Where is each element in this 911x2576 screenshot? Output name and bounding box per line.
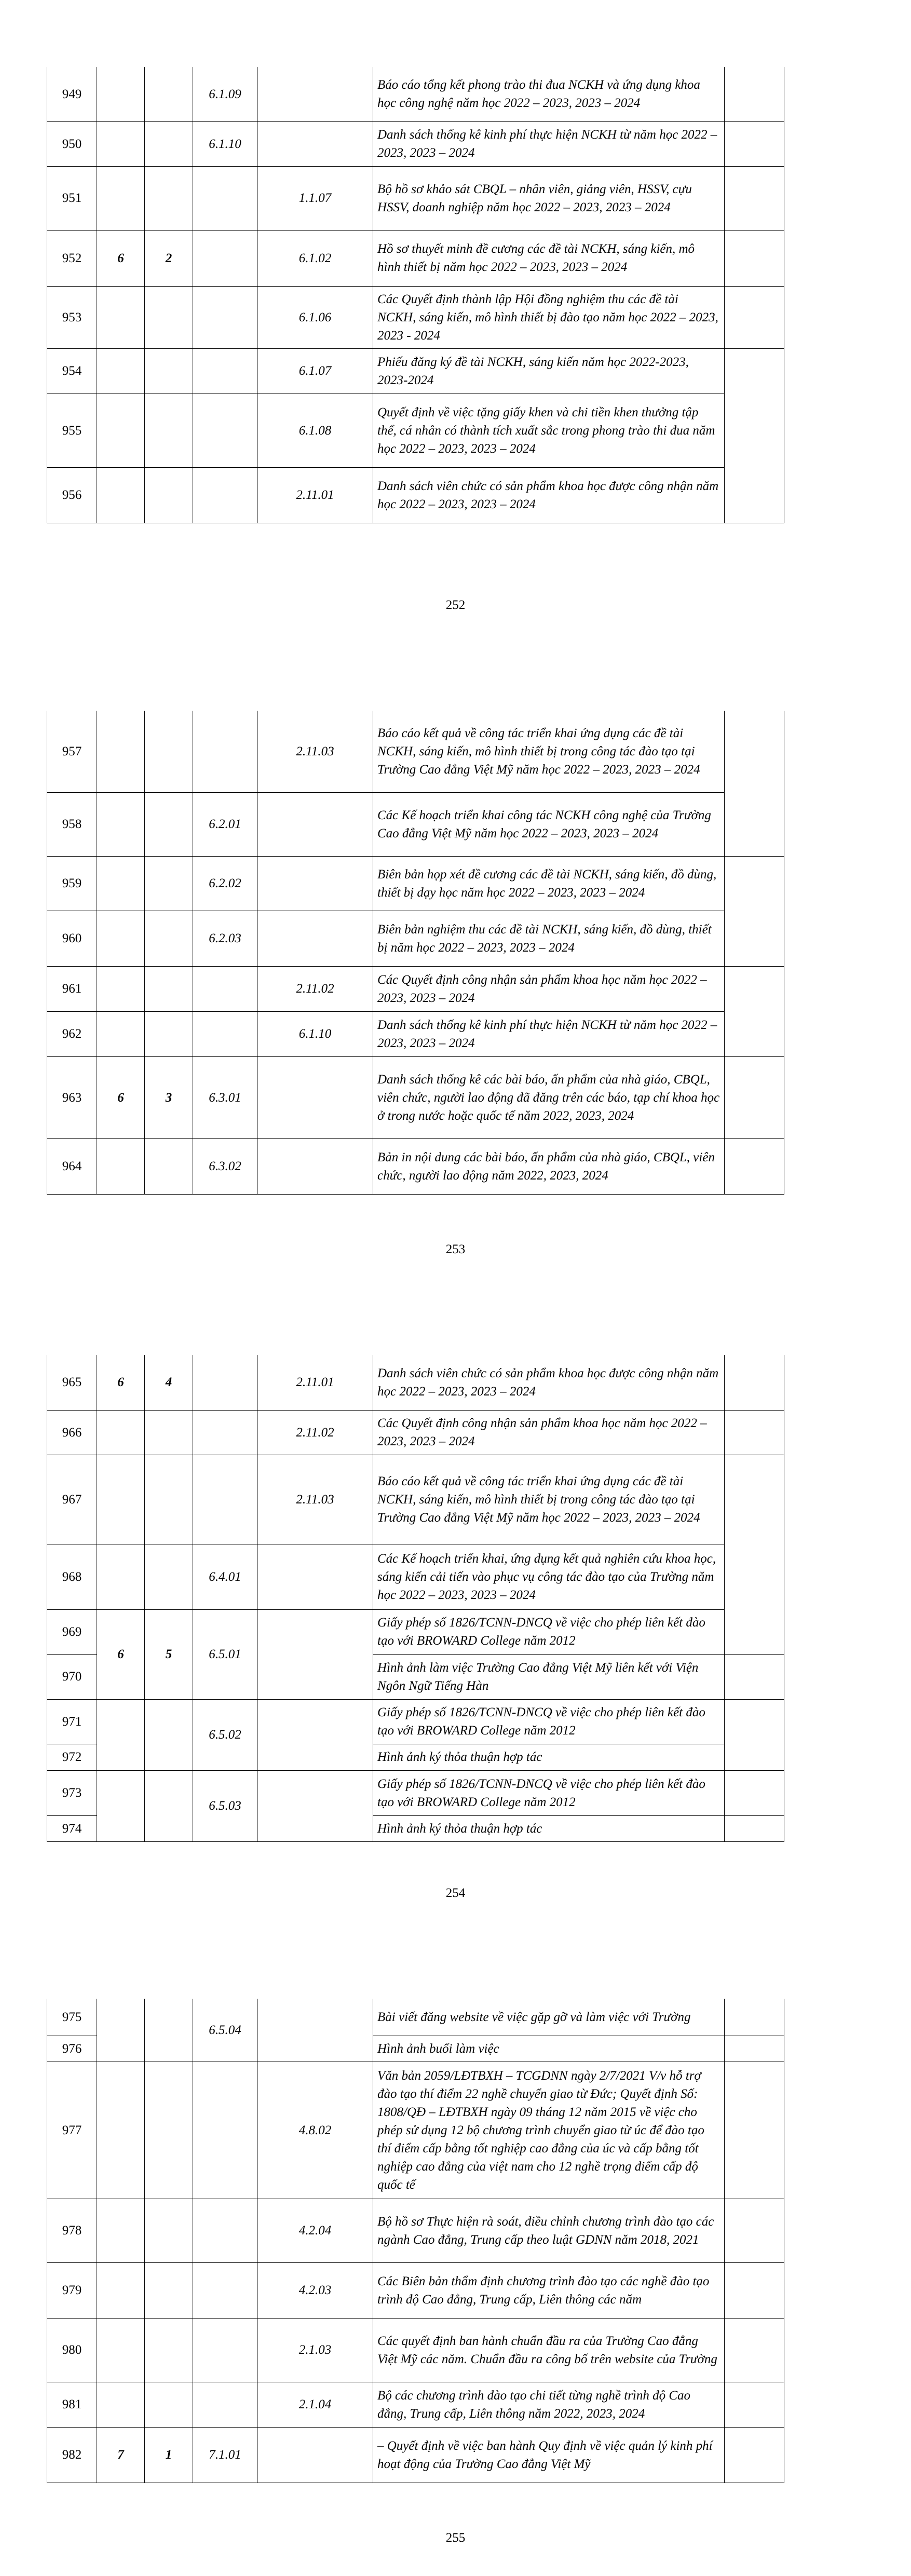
table-row xyxy=(47,467,784,523)
evidence-code-cell xyxy=(193,2199,257,2262)
evidence-description: Hình ảnh làm việc Trường Cao đẳng Việt Mỹ liên kết với Viện Ngôn Ngữ Tiếng Hàn xyxy=(373,1654,725,1699)
evidence-description: Bản in nội dung các bài báo, ấn phẩm của nhà giáo, CBQL, viên chức, người lao động năm 2022, 2023, 2024 xyxy=(373,1138,725,1194)
shared-evidence-code-cell: 2.11.02 xyxy=(257,966,373,1011)
table-row xyxy=(47,2427,784,2483)
standard-cell xyxy=(97,467,145,523)
evidence-description: Hình ảnh buổi làm việc xyxy=(373,2036,725,2062)
standard-cell xyxy=(97,2382,145,2427)
note-cell xyxy=(725,2036,784,2062)
table-row xyxy=(47,711,784,792)
criterion-cell xyxy=(145,394,193,467)
evidence-table-page-255 xyxy=(47,1999,784,2483)
standard-cell: 6 xyxy=(97,1355,145,1410)
note-cell xyxy=(725,286,784,348)
criterion-cell xyxy=(145,1544,193,1609)
criterion-cell: 2 xyxy=(145,230,193,286)
note-cell xyxy=(725,2062,784,2199)
evidence-description: – Quyết định về việc ban hành Quy định về việc quản lý kinh phí hoạt động của Trường Cao đẳng Việt Mỹ xyxy=(373,2427,725,2483)
standard-cell xyxy=(97,2318,145,2382)
evidence-description: Các Quyết định thành lập Hội đồng nghiệm thu các đề tài NCKH, sáng kiến, mô hình thiết bị đào tạo năm học 2022 – 2023, 2023 - 2024 xyxy=(373,286,725,348)
standard-cell xyxy=(97,1011,145,1056)
evidence-description: Danh sách thống kê kinh phí thực hiện NCKH từ năm học 2022 – 2023, 2023 – 2024 xyxy=(373,121,725,166)
shared-evidence-code-cell: 6.1.06 xyxy=(257,286,373,348)
table-row xyxy=(47,2318,784,2382)
criterion-cell xyxy=(145,467,193,523)
row-number: 973 xyxy=(47,1770,97,1815)
row-number: 978 xyxy=(47,2199,97,2262)
shared-evidence-code-cell: 4.2.04 xyxy=(257,2199,373,2262)
criterion-cell: 1 xyxy=(145,2427,193,2483)
row-number: 982 xyxy=(47,2427,97,2483)
standard-cell xyxy=(97,1455,145,1544)
note-cell xyxy=(725,166,784,230)
page-number: 254 xyxy=(445,1886,466,1900)
evidence-code-cell xyxy=(193,1355,257,1410)
row-number: 966 xyxy=(47,1410,97,1455)
evidence-description: Danh sách viên chức có sản phẩm khoa học được công nhận năm học 2022 – 2023, 2023 – 2024 xyxy=(373,1355,725,1410)
shared-evidence-code-cell xyxy=(257,1999,373,2062)
row-number: 961 xyxy=(47,966,97,1011)
standard-cell xyxy=(97,67,145,121)
row-number: 951 xyxy=(47,166,97,230)
shared-evidence-code-cell: 6.1.02 xyxy=(257,230,373,286)
shared-evidence-code-cell: 1.1.07 xyxy=(257,166,373,230)
row-number: 975 xyxy=(47,1999,97,2036)
criterion-cell xyxy=(145,348,193,394)
shared-evidence-code-cell: 2.1.03 xyxy=(257,2318,373,2382)
evidence-code-cell: 6.4.01 xyxy=(193,1544,257,1609)
row-number: 953 xyxy=(47,286,97,348)
note-cell xyxy=(725,1138,784,1194)
criterion-cell xyxy=(145,1455,193,1544)
shared-evidence-code-cell: 6.1.07 xyxy=(257,348,373,394)
evidence-code-cell xyxy=(193,1011,257,1056)
shared-evidence-code-cell xyxy=(257,856,373,911)
criterion-cell xyxy=(145,2062,193,2199)
evidence-code-cell: 6.5.01 xyxy=(193,1609,257,1699)
shared-evidence-code-cell: 2.1.04 xyxy=(257,2382,373,2427)
table-row xyxy=(47,1770,784,1815)
evidence-description: Các Quyết định công nhận sản phẩm khoa học năm học 2022 – 2023, 2023 – 2024 xyxy=(373,1410,725,1455)
page-number: 255 xyxy=(445,2531,466,2545)
standard-cell xyxy=(97,792,145,856)
evidence-code-cell xyxy=(193,230,257,286)
evidence-code-cell: 6.1.09 xyxy=(193,67,257,121)
shared-evidence-code-cell xyxy=(257,121,373,166)
standard-cell xyxy=(97,2062,145,2199)
evidence-code-cell: 6.2.02 xyxy=(193,856,257,911)
note-cell xyxy=(725,711,784,856)
row-number: 952 xyxy=(47,230,97,286)
note-cell xyxy=(725,67,784,121)
row-number: 954 xyxy=(47,348,97,394)
evidence-description: Phiếu đăng ký đề tài NCKH, sáng kiến năm học 2022-2023, 2023-2024 xyxy=(373,348,725,394)
shared-evidence-code-cell xyxy=(257,1056,373,1138)
row-number: 957 xyxy=(47,711,97,792)
criterion-cell xyxy=(145,911,193,966)
evidence-description: Giấy phép số 1826/TCNN-DNCQ về việc cho phép liên kết đào tạo với BROWARD College năm 2012 xyxy=(373,1609,725,1654)
evidence-code-cell xyxy=(193,2062,257,2199)
evidence-code-cell xyxy=(193,394,257,467)
criterion-cell xyxy=(145,966,193,1011)
evidence-code-cell: 7.1.01 xyxy=(193,2427,257,2483)
evidence-code-cell xyxy=(193,166,257,230)
table-row xyxy=(47,966,784,1011)
note-cell xyxy=(725,121,784,166)
evidence-description: Báo cáo kết quả về công tác triển khai ứng dụng các đề tài NCKH, sáng kiến, mô hình thiết bị trong công tác đào tạo tại Trường Cao đẳng Việt Mỹ năm học 2022 – 2023, 2023 – 2024 xyxy=(373,711,725,792)
row-number: 971 xyxy=(47,1699,97,1744)
criterion-cell xyxy=(145,792,193,856)
evidence-description: Quyết định về việc tặng giấy khen và chi tiền khen thưởng tập thể, cá nhân có thành tích xuất sắc trong phong trào thi đua năm học 2022 – 2023, 2023 – 2024 xyxy=(373,394,725,467)
shared-evidence-code-cell xyxy=(257,1138,373,1194)
evidence-description: Hình ảnh ký thỏa thuận hợp tác xyxy=(373,1744,725,1770)
table-row xyxy=(47,2262,784,2318)
evidence-table-page-252 xyxy=(47,67,784,523)
shared-evidence-code-cell: 2.11.03 xyxy=(257,1455,373,1544)
table-row xyxy=(47,1011,784,1056)
shared-evidence-code-cell: 4.2.03 xyxy=(257,2262,373,2318)
shared-evidence-code-cell xyxy=(257,2427,373,2483)
criterion-cell: 4 xyxy=(145,1355,193,1410)
table-row xyxy=(47,121,784,166)
standard-cell: 6 xyxy=(97,1056,145,1138)
row-number: 960 xyxy=(47,911,97,966)
note-cell xyxy=(725,1770,784,1815)
evidence-code-cell: 6.2.03 xyxy=(193,911,257,966)
shared-evidence-code-cell: 4.8.02 xyxy=(257,2062,373,2199)
table-row xyxy=(47,1544,784,1609)
standard-cell xyxy=(97,348,145,394)
evidence-code-cell xyxy=(193,2318,257,2382)
evidence-description: Giấy phép số 1826/TCNN-DNCQ về việc cho phép liên kết đào tạo với BROWARD College năm 2012 xyxy=(373,1770,725,1815)
standard-cell xyxy=(97,121,145,166)
standard-cell: 6 xyxy=(97,230,145,286)
shared-evidence-code-cell: 6.1.10 xyxy=(257,1011,373,1056)
standard-cell: 6 xyxy=(97,1609,145,1699)
table-row xyxy=(47,1056,784,1138)
standard-cell xyxy=(97,166,145,230)
shared-evidence-code-cell xyxy=(257,1699,373,1770)
evidence-description: Hồ sơ thuyết minh đề cương các đề tài NCKH, sáng kiến, mô hình thiết bị năm học 2022 – 2023, 2023 – 2024 xyxy=(373,230,725,286)
table-row xyxy=(47,856,784,911)
evidence-code-cell: 6.1.10 xyxy=(193,121,257,166)
row-number: 972 xyxy=(47,1744,97,1770)
shared-evidence-code-cell xyxy=(257,911,373,966)
note-cell xyxy=(725,2262,784,2318)
table-row xyxy=(47,911,784,966)
evidence-description: Văn bản 2059/LĐTBXH – TCGDNN ngày 2/7/2021 V/v hỗ trợ đào tạo thí điểm 22 nghề chuyển giao từ Đức; Quyết định Số: 1808/QĐ – LĐTBXH ngày 09 tháng 12 năm 2015 về việc cho phép sử dụng 12 bộ chương trình chuyển giao từ úc để đào tạo thí điểm cấp bằng tốt nghiệp cao đẳng của úc và cấp bằng tốt nghiệp cao đẳng của việt nam cho 12 nghề trọng điểm cấp độ quốc tế xyxy=(373,2062,725,2199)
row-number: 962 xyxy=(47,1011,97,1056)
standard-cell xyxy=(97,286,145,348)
row-number: 958 xyxy=(47,792,97,856)
table-row xyxy=(47,1138,784,1194)
criterion-cell xyxy=(145,2199,193,2262)
evidence-description: Các Kế hoạch triển khai công tác NCKH công nghệ của Trường Cao đẳng Việt Mỹ năm học 2022 – 2023, 2023 – 2024 xyxy=(373,792,725,856)
note-cell xyxy=(725,856,784,966)
table-row xyxy=(47,394,784,467)
table-row xyxy=(47,792,784,856)
standard-cell xyxy=(97,711,145,792)
standard-cell xyxy=(97,1770,145,1841)
criterion-cell xyxy=(145,166,193,230)
evidence-description: Giấy phép số 1826/TCNN-DNCQ về việc cho phép liên kết đào tạo với BROWARD College năm 2012 xyxy=(373,1699,725,1744)
criterion-cell xyxy=(145,2262,193,2318)
standard-cell xyxy=(97,2199,145,2262)
evidence-description: Bộ các chương trình đào tạo chi tiết từng nghề trình độ Cao đẳng, Trung cấp, Liên thông năm 2022, 2023, 2024 xyxy=(373,2382,725,2427)
evidence-code-cell xyxy=(193,2382,257,2427)
note-cell xyxy=(725,1355,784,1410)
evidence-description: Báo cáo tổng kết phong trào thi đua NCKH và ứng dụng khoa học công nghệ năm học 2022 – 2023, 2023 – 2024 xyxy=(373,67,725,121)
evidence-description: Bài viết đăng website về việc gặp gỡ và làm việc với Trường xyxy=(373,1999,725,2036)
standard-cell: 7 xyxy=(97,2427,145,2483)
note-cell xyxy=(725,1815,784,1841)
shared-evidence-code-cell xyxy=(257,792,373,856)
standard-cell xyxy=(97,856,145,911)
note-cell xyxy=(725,1699,784,1770)
shared-evidence-code-cell: 2.11.03 xyxy=(257,711,373,792)
criterion-cell xyxy=(145,1138,193,1194)
table-row xyxy=(47,1609,784,1654)
evidence-code-cell: 6.2.01 xyxy=(193,792,257,856)
shared-evidence-code-cell: 2.11.01 xyxy=(257,1355,373,1410)
shared-evidence-code-cell: 2.11.01 xyxy=(257,467,373,523)
table-row xyxy=(47,348,784,394)
evidence-code-cell xyxy=(193,348,257,394)
note-cell xyxy=(725,1410,784,1455)
criterion-cell: 3 xyxy=(145,1056,193,1138)
evidence-description: Các quyết định ban hành chuẩn đầu ra của Trường Cao đẳng Việt Mỹ các năm. Chuẩn đầu ra công bố trên website của Trường xyxy=(373,2318,725,2382)
criterion-cell xyxy=(145,67,193,121)
row-number: 977 xyxy=(47,2062,97,2199)
table-row xyxy=(47,1999,784,2036)
criterion-cell xyxy=(145,711,193,792)
note-cell xyxy=(725,1999,784,2036)
criterion-cell xyxy=(145,1999,193,2062)
row-number: 974 xyxy=(47,1815,97,1841)
standard-cell xyxy=(97,911,145,966)
evidence-description: Danh sách thống kê các bài báo, ấn phẩm của nhà giáo, CBQL, viên chức, người lao động đã đăng trên các báo, tạp chí khoa học ở trong nước hoặc quốc tế năm 2022, 2023, 2024 xyxy=(373,1056,725,1138)
evidence-description: Các Quyết định công nhận sản phẩm khoa học năm học 2022 – 2023, 2023 – 2024 xyxy=(373,966,725,1011)
evidence-description: Biên bản nghiệm thu các đề tài NCKH, sáng kiến, đồ dùng, thiết bị năm học 2022 – 2023, 2023 – 2024 xyxy=(373,911,725,966)
shared-evidence-code-cell: 6.1.08 xyxy=(257,394,373,467)
table-row xyxy=(47,2062,784,2199)
evidence-description: Báo cáo kết quả về công tác triển khai ứng dụng các đề tài NCKH, sáng kiến, mô hình thiết bị trong công tác đào tạo tại Trường Cao đẳng Việt Mỹ năm học 2022 – 2023, 2023 – 2024 xyxy=(373,1455,725,1544)
shared-evidence-code-cell xyxy=(257,67,373,121)
standard-cell xyxy=(97,1699,145,1770)
standard-cell xyxy=(97,1544,145,1609)
table-row xyxy=(47,1410,784,1455)
note-cell xyxy=(725,966,784,1056)
evidence-description: Biên bản họp xét đề cương các đề tài NCKH, sáng kiến, đồ dùng, thiết bị dạy học năm học 2022 – 2023, 2023 – 2024 xyxy=(373,856,725,911)
row-number: 959 xyxy=(47,856,97,911)
shared-evidence-code-cell xyxy=(257,1544,373,1609)
criterion-cell xyxy=(145,286,193,348)
criterion-cell xyxy=(145,1770,193,1841)
row-number: 963 xyxy=(47,1056,97,1138)
evidence-code-cell: 6.5.02 xyxy=(193,1699,257,1770)
criterion-cell xyxy=(145,2382,193,2427)
row-number: 970 xyxy=(47,1654,97,1699)
evidence-description: Các Kế hoạch triển khai, ứng dụng kết quả nghiên cứu khoa học, sáng kiến cải tiến vào phục vụ công tác đào tạo của Trường năm học 2022 – 2023, 2023 – 2024 xyxy=(373,1544,725,1609)
evidence-code-cell: 6.5.03 xyxy=(193,1770,257,1841)
note-cell xyxy=(725,1654,784,1699)
row-number: 964 xyxy=(47,1138,97,1194)
evidence-table-page-253 xyxy=(47,711,784,1195)
row-number: 965 xyxy=(47,1355,97,1410)
evidence-code-cell: 6.3.01 xyxy=(193,1056,257,1138)
note-cell xyxy=(725,2199,784,2262)
standard-cell xyxy=(97,1410,145,1455)
evidence-code-cell xyxy=(193,286,257,348)
table-row xyxy=(47,67,784,121)
page-number: 253 xyxy=(445,1242,466,1256)
row-number: 949 xyxy=(47,67,97,121)
table-row xyxy=(47,1455,784,1544)
criterion-cell xyxy=(145,1410,193,1455)
evidence-description: Các Biên bản thẩm định chương trình đào tạo các nghề đào tạo trình độ Cao đẳng, Trung cấp, Liên thông các năm xyxy=(373,2262,725,2318)
row-number: 950 xyxy=(47,121,97,166)
criterion-cell xyxy=(145,856,193,911)
criterion-cell xyxy=(145,1699,193,1770)
row-number: 955 xyxy=(47,394,97,467)
standard-cell xyxy=(97,966,145,1011)
standard-cell xyxy=(97,1138,145,1194)
evidence-code-cell xyxy=(193,1410,257,1455)
evidence-table-page-254 xyxy=(47,1355,784,1842)
standard-cell xyxy=(97,2262,145,2318)
evidence-description: Danh sách thống kê kinh phí thực hiện NCKH từ năm học 2022 – 2023, 2023 – 2024 xyxy=(373,1011,725,1056)
row-number: 968 xyxy=(47,1544,97,1609)
note-cell xyxy=(725,2318,784,2382)
note-cell xyxy=(725,2382,784,2427)
note-cell xyxy=(725,230,784,286)
evidence-description: Hình ảnh ký thỏa thuận hợp tác xyxy=(373,1815,725,1841)
criterion-cell xyxy=(145,121,193,166)
page-number: 252 xyxy=(445,598,466,612)
table-row xyxy=(47,1699,784,1744)
standard-cell xyxy=(97,394,145,467)
criterion-cell xyxy=(145,1011,193,1056)
table-row xyxy=(47,1355,784,1410)
criterion-cell xyxy=(145,2318,193,2382)
evidence-code-cell xyxy=(193,2262,257,2318)
shared-evidence-code-cell xyxy=(257,1770,373,1841)
row-number: 976 xyxy=(47,2036,97,2062)
note-cell xyxy=(725,1455,784,1654)
table-row xyxy=(47,2199,784,2262)
table-row xyxy=(47,2382,784,2427)
row-number: 969 xyxy=(47,1609,97,1654)
evidence-code-cell xyxy=(193,711,257,792)
evidence-code-cell xyxy=(193,467,257,523)
table-row xyxy=(47,286,784,348)
evidence-description: Bộ hồ sơ khảo sát CBQL – nhân viên, giảng viên, HSSV, cựu HSSV, doanh nghiệp năm học 2022 – 2023, 2023 – 2024 xyxy=(373,166,725,230)
evidence-code-cell xyxy=(193,966,257,1011)
evidence-description: Danh sách viên chức có sản phẩm khoa học được công nhận năm học 2022 – 2023, 2023 – 2024 xyxy=(373,467,725,523)
shared-evidence-code-cell: 2.11.02 xyxy=(257,1410,373,1455)
table-row xyxy=(47,166,784,230)
evidence-code-cell xyxy=(193,1455,257,1544)
note-cell xyxy=(725,348,784,523)
row-number: 979 xyxy=(47,2262,97,2318)
row-number: 967 xyxy=(47,1455,97,1544)
evidence-description: Bộ hồ sơ Thực hiện rà soát, điều chỉnh chương trình đào tạo các ngành Cao đẳng, Trung cấp theo luật GDNN năm 2018, 2021 xyxy=(373,2199,725,2262)
shared-evidence-code-cell xyxy=(257,1609,373,1699)
row-number: 956 xyxy=(47,467,97,523)
standard-cell xyxy=(97,1999,145,2062)
table-row xyxy=(47,230,784,286)
row-number: 980 xyxy=(47,2318,97,2382)
criterion-cell: 5 xyxy=(145,1609,193,1699)
note-cell xyxy=(725,2427,784,2483)
note-cell xyxy=(725,1056,784,1138)
evidence-code-cell: 6.5.04 xyxy=(193,1999,257,2062)
row-number: 981 xyxy=(47,2382,97,2427)
evidence-code-cell: 6.3.02 xyxy=(193,1138,257,1194)
